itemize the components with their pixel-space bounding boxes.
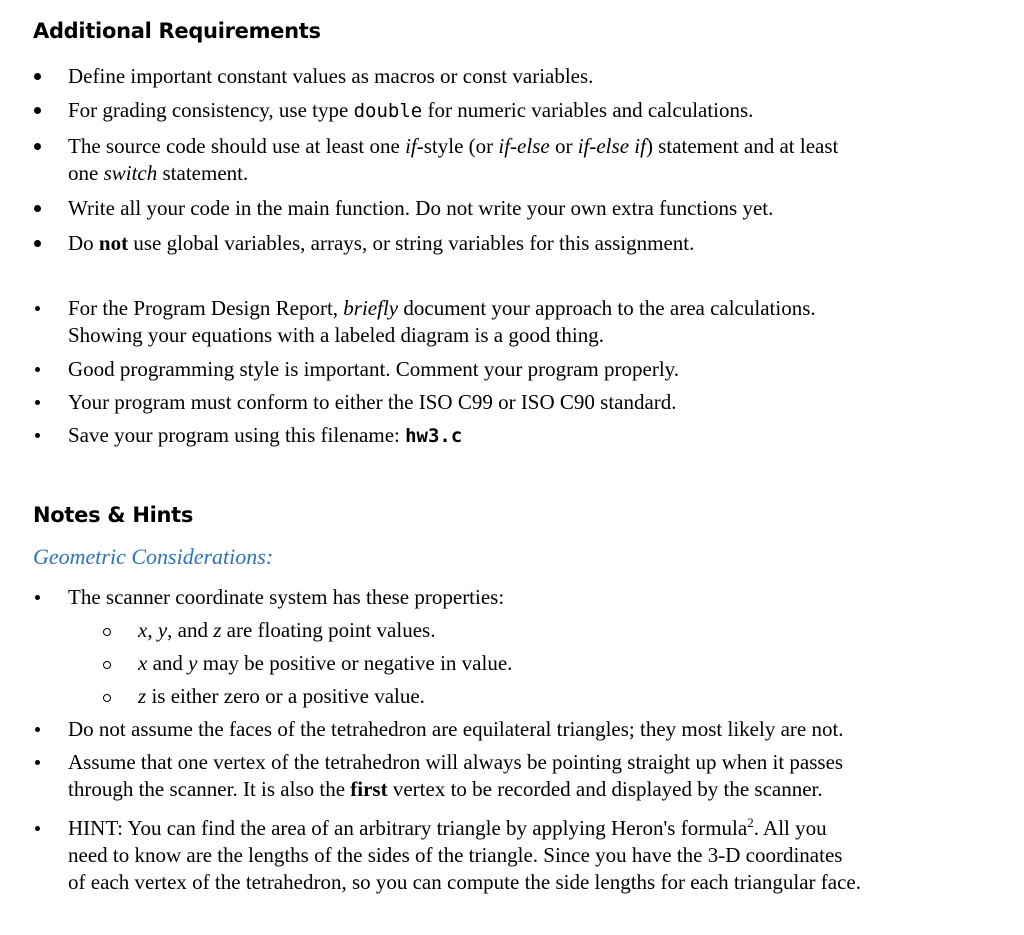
sub-bullet bbox=[103, 694, 111, 702]
list-item: Your program must conform to either the ISO C99 or ISO C90 standard. bbox=[68, 390, 677, 414]
sub-list-item: x, y, and z are floating point values. bbox=[138, 618, 436, 642]
bullet bbox=[35, 595, 40, 600]
list-item: HINT: You can find the area of an arbitrary triangle by applying Heron's formula$^2$. All you need to know are the lengths of the sides of the triangle. Since you have the 3-D coordinates of each vertex of the tetrahedron, so you can compute the side lengths for each triangular face. bbox=[68, 815, 861, 894]
list-item: Do not assume the faces of the tetrahedron are equilateral triangles; they most likely are not. bbox=[68, 717, 844, 741]
sub-list-item: x and y may be positive or negative in value. bbox=[138, 651, 513, 675]
list-item: Write all your code in the main function. Do not write your own extra functions yet. bbox=[68, 196, 774, 220]
subheading-geometric: Geometric Considerations: bbox=[33, 544, 274, 569]
list-item: Do not use global variables, arrays, or string variables for this assignment. bbox=[68, 231, 695, 255]
bullet bbox=[35, 306, 40, 311]
bullet bbox=[35, 727, 40, 732]
section-heading-additional: Additional Requirements bbox=[33, 19, 321, 43]
list-item: Good programming style is important. Comment your program properly. bbox=[68, 357, 680, 381]
list-item: Assume that one vertex of the tetrahedron will always be pointing straight up when it passes through the scanner. It is also the first vertex to be recorded and displayed by the scanner. bbox=[68, 750, 844, 801]
sub-bullet bbox=[103, 661, 111, 669]
bullet bbox=[34, 73, 41, 80]
sub-bullet bbox=[103, 628, 111, 636]
bullet bbox=[34, 143, 41, 150]
bullet bbox=[35, 760, 40, 765]
bullet bbox=[35, 433, 40, 438]
list-item: Save your program using this filename: hw3.c bbox=[68, 423, 463, 447]
section-heading-notes: Notes & Hints bbox=[33, 503, 194, 527]
bullet bbox=[35, 400, 40, 405]
list-item: For grading consistency, use type double for numeric variables and calculations. bbox=[68, 98, 754, 122]
bullet bbox=[34, 240, 41, 247]
list-item: The source code should use at least one if-style (or if-else or if-else if) statement and at least one switch statement. bbox=[68, 134, 839, 185]
bullet bbox=[35, 367, 40, 372]
bullet bbox=[35, 826, 40, 831]
bullet bbox=[34, 107, 41, 114]
bullet bbox=[34, 205, 41, 212]
sub-list-item: z is either zero or a positive value. bbox=[138, 684, 425, 708]
list-item: For the Program Design Report, briefly document your approach to the area calculations. Showing your equations with a labeled diagram is a good thing. bbox=[68, 296, 816, 347]
list-item: The scanner coordinate system has these properties: bbox=[68, 585, 505, 609]
list-item: Define important constant values as macros or const variables. bbox=[68, 64, 594, 88]
